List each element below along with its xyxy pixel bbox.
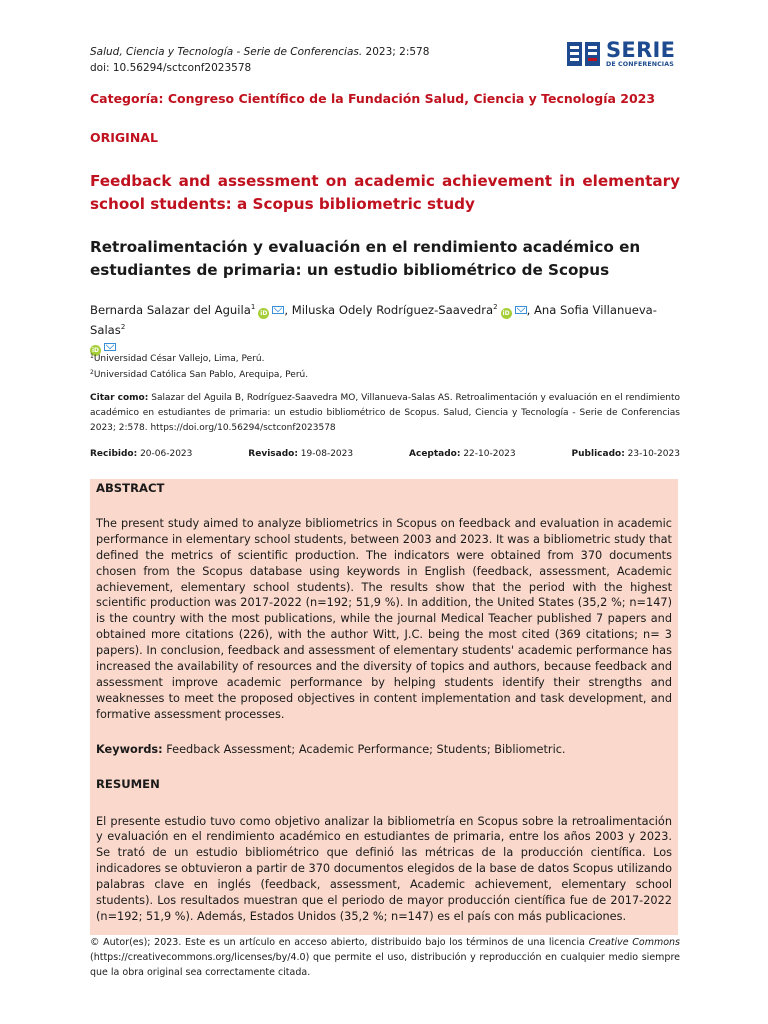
affiliation-text: Universidad Católica San Pablo, Arequipa, Perú. xyxy=(93,370,309,380)
section-label: ORIGINAL xyxy=(90,130,158,145)
abstract-box xyxy=(90,479,678,946)
email-icon[interactable] xyxy=(272,306,284,314)
affiliation-text: Universidad César Vallejo, Lima, Perú. xyxy=(93,354,265,364)
affiliation-mark: 2 xyxy=(120,323,126,331)
journal-name: Salud, Ciencia y Tecnología - Serie de Conferencias. xyxy=(90,46,363,58)
date-revised xyxy=(248,449,353,459)
journal-volume: 2023; 2:578 xyxy=(362,46,430,58)
serie-logo xyxy=(566,38,680,70)
date-received xyxy=(90,449,192,459)
affiliation-mark: 1 xyxy=(250,303,256,311)
journal-header xyxy=(90,44,510,76)
logo-subtitle: DE CONFERENCIAS xyxy=(606,60,674,68)
resumen-heading: RESUMEN xyxy=(96,776,160,791)
citation-block xyxy=(90,391,680,436)
orcid-icon[interactable]: iD xyxy=(502,310,510,317)
affiliation-number: 2 xyxy=(90,369,94,376)
author-name[interactable]: Bernarda Salazar del Aguila xyxy=(90,303,251,317)
license-text-rest: (https://creativecommons.org/licenses/by/4.0) que permite el uso, distribución y reproducción en cualquier medio siempre que la obra original sea correctamente citada. xyxy=(90,952,680,978)
author-separator: , xyxy=(526,303,534,317)
abstract-heading: ABSTRACT xyxy=(96,481,165,495)
author-list xyxy=(90,299,684,356)
date-value: 23-10-2023 xyxy=(624,449,680,459)
affiliation-number: 1 xyxy=(90,353,94,360)
doi: doi: 10.56294/sctconf2023578 xyxy=(90,62,252,74)
category-line: Categoría: Congreso Científico de la Fundación Salud, Ciencia y Tecnología 2023 xyxy=(90,91,656,106)
date-label: Revisado: xyxy=(248,449,298,459)
author-name[interactable]: Miluska Odely Rodríguez-Saavedra xyxy=(291,303,494,317)
dates-row xyxy=(90,449,680,459)
email-icon[interactable] xyxy=(515,306,527,314)
author-name[interactable]: Ana Sofia Villanueva-Salas xyxy=(90,303,657,337)
date-label: Publicado: xyxy=(571,449,625,459)
keywords-label: Keywords: xyxy=(96,742,163,756)
citation-label: Citar como: xyxy=(90,393,149,403)
date-accepted xyxy=(409,449,516,459)
orcid-icon[interactable]: iD xyxy=(91,347,100,354)
license-text: © Autor(es); 2023. Este es un artículo en acceso abierto, distribuido bajo los términos de una licencia xyxy=(90,937,589,948)
logo-title: SERIE xyxy=(606,37,676,62)
affiliations xyxy=(90,350,308,382)
keywords xyxy=(96,742,672,758)
author-separator: , xyxy=(284,303,292,317)
date-published xyxy=(572,449,680,459)
date-value: 20-06-2023 xyxy=(137,449,193,459)
title-spanish: Retroalimentación y evaluación en el rendimiento académico en estudiantes de primaria: un estudio bibliométrico de Scopus xyxy=(90,238,641,279)
keywords-text: Feedback Assessment; Academic Performance; Students; Bibliometric. xyxy=(162,742,566,756)
abstract-text: The present study aimed to analyze bibliometrics in Scopus on feedback and evaluation in academic performance in elementary school students, between 2003 and 2023. It was a bibliometric study that defined the metrics of scientific production. The indicators were obtained from 370 documents chosen from the Scopus database using keywords in English (feedback, assessment, Academic achievement, elementary school students). The results show that the period with the highest scientific production was 2017-2022 (n=192; 51,9 %). In addition, the United States (35,2 %; n=147) is the country with the most publications, while the journal Medical Teacher published 7 papers and obtained more citations (226), with the author Witt, J.C. being the most cited (369 citations; n= 3 papers). In conclusion, feedback and assessment of elementary students' academic performance has increased the availability of resources and the diversity of topics and authors, because feedback and assessment improve academic performance by helping students identify their strengths and weaknesses to meet the proposed objectives in content implementation and task development, and formative assessment processes. xyxy=(96,516,672,721)
date-value: 19-08-2023 xyxy=(297,449,354,459)
license-footer xyxy=(90,935,680,980)
affiliation-item xyxy=(90,350,308,366)
orcid-icon[interactable]: iD xyxy=(260,310,268,317)
date-label: Recibido: xyxy=(90,449,138,459)
license-name[interactable]: Creative Commons xyxy=(588,937,680,948)
citation-text[interactable]: Salazar del Aguila B, Rodríguez-Saavedra MO, Villanueva-Salas AS. Retroalimentación y evaluación en el rendimiento académico en estudiantes de primaria: un estudio bibliométrico de Scopus. Salud, Ciencia y Tecnología - Serie de Conferencias 2023; 2:578. https://doi.org/10.56294/sctconf2023578 xyxy=(90,393,680,433)
affiliation-item xyxy=(90,366,308,382)
book-logo-icon xyxy=(566,39,602,69)
resumen-text: El presente estudio tuvo como objetivo analizar la bibliometría en Scopus sobre la retroalimentación y evaluación en el rendimiento académico en estudiantes de primaria, entre los años 2003 y 2023. Se trató de un estudio bibliométrico que definió las métricas de la producción científica. Los indicadores se obtuvieron a partir de 370 documentos elegidos de la base de datos Scopus utilizando palabras clave en inglés (feedback, assessment, Academic achievement, elementary school students). Los resultados muestran que el periodo de mayor producción científica fue de 2017-2022 (n=192; 51,9 %). Además, Estados Unidos (35,2 %; n=147) es el país con más publicaciones. xyxy=(96,814,672,923)
date-value: 22-10-2023 xyxy=(460,449,516,459)
date-label: Aceptado: xyxy=(409,449,461,459)
affiliation-mark: 2 xyxy=(493,303,498,311)
title-english: Feedback and assessment on academic achievement in elementary school students: a Scopus bibliometric study xyxy=(90,172,680,213)
